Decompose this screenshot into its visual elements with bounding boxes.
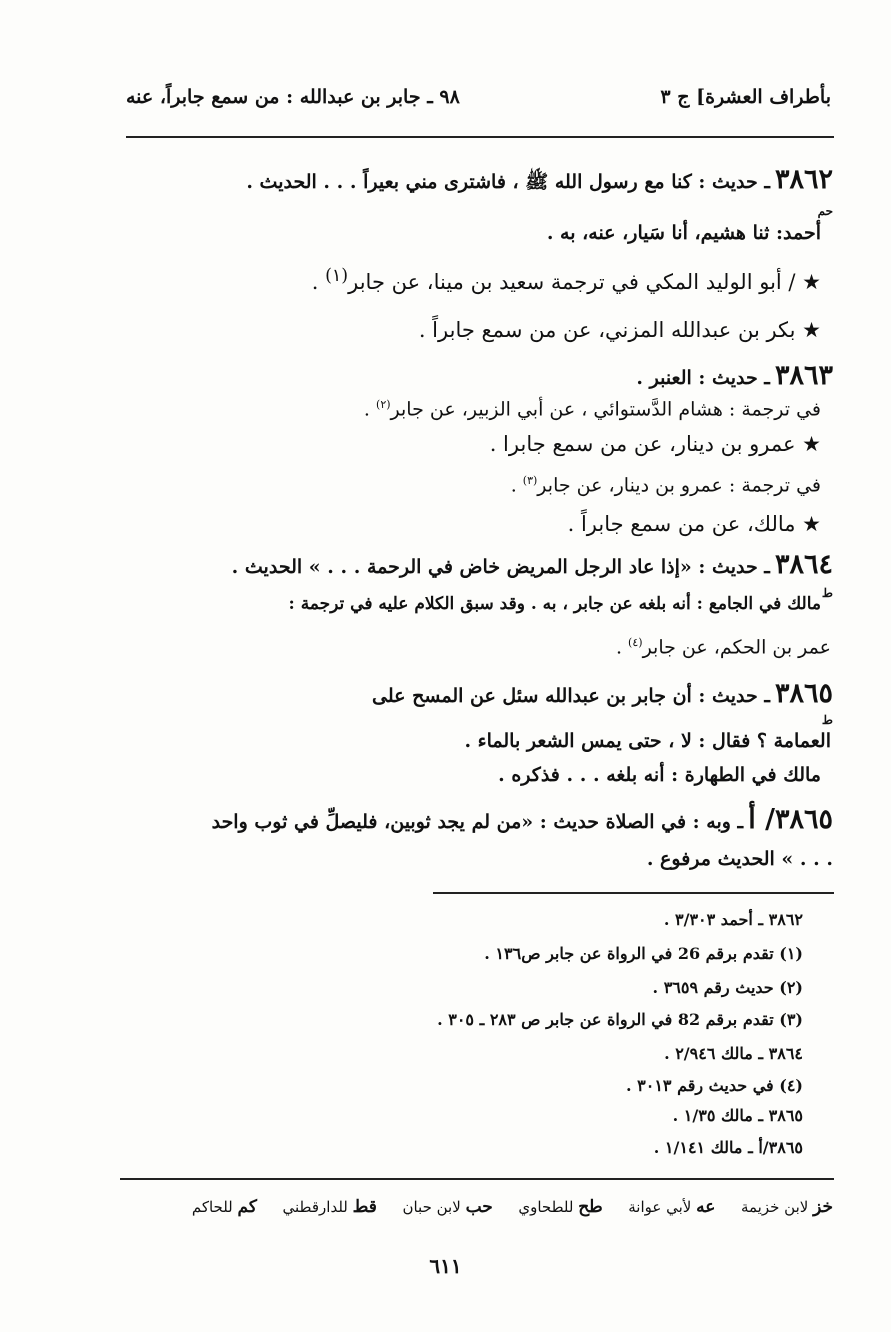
hadith-continuation: . . . » الحديث مرفوع . (646, 848, 833, 870)
hadith-heading: ـ حديث : العنبر . (636, 367, 770, 389)
abbreviation-item: خز لابن خزيمة (740, 1197, 833, 1217)
abbreviation-rule (120, 1178, 834, 1180)
entry-line (232, 549, 833, 580)
entry-number: ٣٨٦٤ (774, 549, 833, 580)
source-symbol: حم (817, 204, 833, 218)
footnote-rule (433, 892, 834, 894)
narrator-line: ★ عمرو بن دينار، عن من سمع جابرا . (489, 432, 821, 456)
entry-line (246, 164, 833, 198)
footnote-ref: (١) (325, 266, 349, 286)
chain-line: عمر بن الحكم، عن جابر$^{(٤)}$ . (615, 636, 831, 659)
hadith-heading: ـ حديث : «إذا عاد الرجل المريض خاض في الرحمة . . . » الحديث . (231, 556, 770, 578)
source-symbol: ط (821, 586, 833, 600)
hadith-heading: ـ حديث : كنا مع رسول الله ﷺ ، فاشترى مني بعيراً . . . الحديث . (246, 171, 770, 193)
footnote-ref: (٢) (376, 398, 391, 411)
source-symbol: ط (821, 713, 833, 727)
entry-number: ٣٨٦٣ (774, 360, 833, 391)
abbreviation-item: حب لابن حبان (402, 1197, 493, 1217)
abbreviation-item: طح للطحاوي (518, 1197, 603, 1217)
footnote-item: ٣٨٦٥/أ ـ مالك ١/١٤١ . (653, 1138, 803, 1157)
hadith-heading: ـ حديث : أن جابر بن عبدالله سئل عن المسح على (372, 685, 770, 707)
hadith-heading: ـ وبه : في الصلاة حديث : «من لم يجد ثوبين، فليصلِّ في ثوب واحد (211, 811, 744, 833)
chain-line: مالك في الجامع : أنه بلغه عن جابر ، به . وقد سبق الكلام عليه في ترجمة : (288, 594, 821, 614)
running-header-chapter: ٩٨ ـ جابر بن عبدالله : من سمع جابراً، عنه (126, 86, 460, 108)
narrator-line: ★ / أبو الوليد المكي في ترجمة سعيد بن مينا، عن جابر$^{(١)}$ . (311, 266, 821, 294)
entry-line (372, 678, 833, 709)
abbreviation-key (192, 1197, 833, 1217)
narrator-line: في ترجمة : هشام الدَّستوائي ، عن أبي الزبير، عن جابر$^{(٢)}$ . (363, 398, 821, 421)
entry-number: ٣٨٦٢ (774, 164, 833, 195)
abbreviation-item: قط للدارقطني (282, 1197, 377, 1217)
narrator-line: ★ بكر بن عبدالله المزني، عن من سمع جابراً . (418, 318, 821, 342)
footnote-ref: (٤) (628, 636, 643, 649)
footnote-item: (١) تقدم برقم 26 في الرواة عن جابر ص١٣٦ . (484, 944, 803, 963)
narrator-line: ★ مالك، عن من سمع جابراً . (567, 512, 821, 536)
footnote-item: (٤) في حديث رقم ٣٠١٣ . (626, 1076, 803, 1095)
abbreviation-item: كم للحاكم (191, 1197, 257, 1217)
footnote-item: (٢) حديث رقم ٣٦٥٩ . (652, 978, 803, 997)
entry-number: ٣٨٦٥ (774, 678, 833, 709)
hadith-continuation: العمامة ؟ فقال : لا ، حتى يمس الشعر بالماء . (464, 730, 831, 752)
running-header-book: بأطراف العشرة] ج ٣ (660, 86, 831, 108)
entry-number: ٣٨٦٥/ أ (748, 804, 833, 835)
footnote-item: ٣٨٦٥ ـ مالك ١/٣٥ . (672, 1106, 803, 1125)
page-number: ٦١١ (429, 1254, 462, 1278)
abbreviation-item: عه لأبي عوانة (628, 1197, 716, 1217)
header-rule (126, 136, 834, 138)
entry-line (636, 360, 833, 391)
footnote-item: ٣٨٦٢ ـ أحمد ٣/٣٠٣ . (663, 910, 803, 929)
narrator-line: في ترجمة : عمرو بن دينار، عن جابر$^{(٣)}$ . (510, 474, 821, 497)
chain-line: أحمد: ثنا هشيم، أنا سَيار، عنه، به . (546, 222, 821, 244)
footnote-item: (٣) تقدم برقم 82 في الرواة عن جابر ص ٢٨٣ ـ ٣٠٥ . (437, 1010, 803, 1029)
chain-line: مالك في الطهارة : أنه بلغه . . . فذكره . (498, 764, 821, 786)
footnote-ref: (٣) (522, 474, 538, 487)
footnote-item: ٣٨٦٤ ـ مالك ٢/٩٤٦ . (664, 1044, 803, 1063)
entry-line (212, 804, 833, 835)
